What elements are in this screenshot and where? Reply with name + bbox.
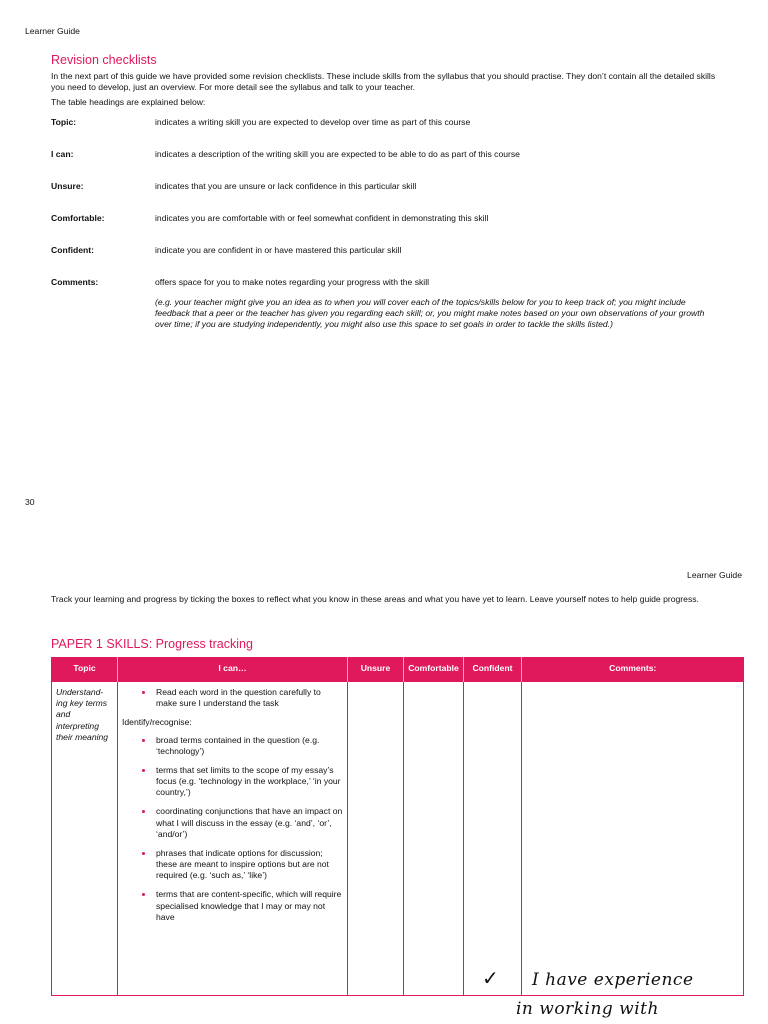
header-comfortable: Comfortable xyxy=(404,657,464,682)
header-comments: Comments: xyxy=(522,657,744,682)
definition-term: Topic: xyxy=(51,117,77,127)
definition-term: Unsure: xyxy=(51,181,84,191)
topic-cell xyxy=(52,682,118,996)
unsure-checkbox-cell[interactable] xyxy=(348,682,404,996)
ican-cell xyxy=(118,682,348,996)
definition-desc: indicates you are comfortable with or feel somewhat confident in demonstrating this skill xyxy=(155,213,489,223)
header-confident: Confident xyxy=(464,657,522,682)
definition-term: Comfortable: xyxy=(51,213,105,223)
definition-term: Confident: xyxy=(51,245,94,255)
comfortable-checkbox-cell[interactable] xyxy=(404,682,464,996)
list-item: coordinating conjunctions that have an impact on what I will discuss in the essay (e.g. ‘and’, ‘or’, ‘and/or’) xyxy=(156,806,343,839)
definition-desc: indicates a description of the writing skill you are expected to be able to do as part of this course xyxy=(155,149,520,159)
intro-text xyxy=(51,71,731,113)
definition-desc: indicate you are confident in or have mastered this particular skill xyxy=(155,245,402,255)
ican-lead: Identify/recognise: xyxy=(122,717,192,728)
intro-paragraph: The table headings are explained below: xyxy=(51,97,206,108)
table-row xyxy=(52,682,744,996)
page-title: Revision checklists xyxy=(51,53,157,67)
page-number: 30 xyxy=(25,497,35,507)
list-item: terms that set limits to the scope of my essay’s focus (e.g. ‘technology in the workplace,’ ‘in your country,’) xyxy=(156,765,343,799)
definition-desc: offers space for you to make notes regarding your progress with the skill xyxy=(155,277,430,287)
topic-text: Understand-ing key terms and interpreting their meaning xyxy=(56,687,109,742)
confident-checkbox-cell[interactable] xyxy=(464,682,522,996)
list-item: broad terms contained in the question (e.g. ‘technology’) xyxy=(156,735,343,757)
handwritten-comment-overflow: in working with xyxy=(516,999,659,1019)
intro-paragraph: In the next part of this guide we have provided some revision checklists. These include skills from the syllabus that you should practise. They don’t contain all the detailed skills you need to develop, just an overview. For more detail see the syllabus and talk to your teacher. xyxy=(51,71,716,93)
page-header: Learner Guide xyxy=(687,570,742,580)
section-title: PAPER 1 SKILLS: Progress tracking xyxy=(51,637,253,651)
tracking-intro: Track your learning and progress by ticking the boxes to reflect what you know in these areas and what you have yet to learn. Leave yourself notes to help guide progress. xyxy=(51,594,699,604)
list-item: terms that are content-specific, which will require specialised knowledge that I may or may not have xyxy=(156,889,342,922)
list-item: phrases that indicate options for discussion; these are meant to inspire options but are not required (e.g. ‘such as,’ ‘like’) xyxy=(156,848,343,882)
definition-term: I can: xyxy=(51,149,74,159)
definition-desc: indicates a writing skill you are expected to develop over time as part of this course xyxy=(155,117,471,127)
comments-cell[interactable] xyxy=(522,682,744,996)
progress-tracking-table xyxy=(51,657,744,996)
handwritten-comment: I have experience xyxy=(532,969,694,990)
definition-term: Comments: xyxy=(51,277,99,287)
page-header: Learner Guide xyxy=(25,26,80,36)
tick-mark: ✓ xyxy=(482,966,500,990)
header-unsure: Unsure xyxy=(348,657,404,682)
comments-note: (e.g. your teacher might give you an idea as to when you will cover each of the topics/skills below for you to keep track of; you might include feedback that a peer or the teacher has given you regarding each skill; or, you might make notes based on your own observations of your growth over time; if you are studying independently, you might also use this space to set goals in order to tackle the skills listed.) xyxy=(155,297,705,330)
table-header-row xyxy=(52,657,744,682)
header-ican: I can… xyxy=(118,657,348,682)
definition-desc: indicates that you are unsure or lack confidence in this particular skill xyxy=(155,181,417,191)
list-item: Read each word in the question carefully to make sure I understand the task xyxy=(156,687,343,709)
header-topic: Topic xyxy=(52,657,118,682)
